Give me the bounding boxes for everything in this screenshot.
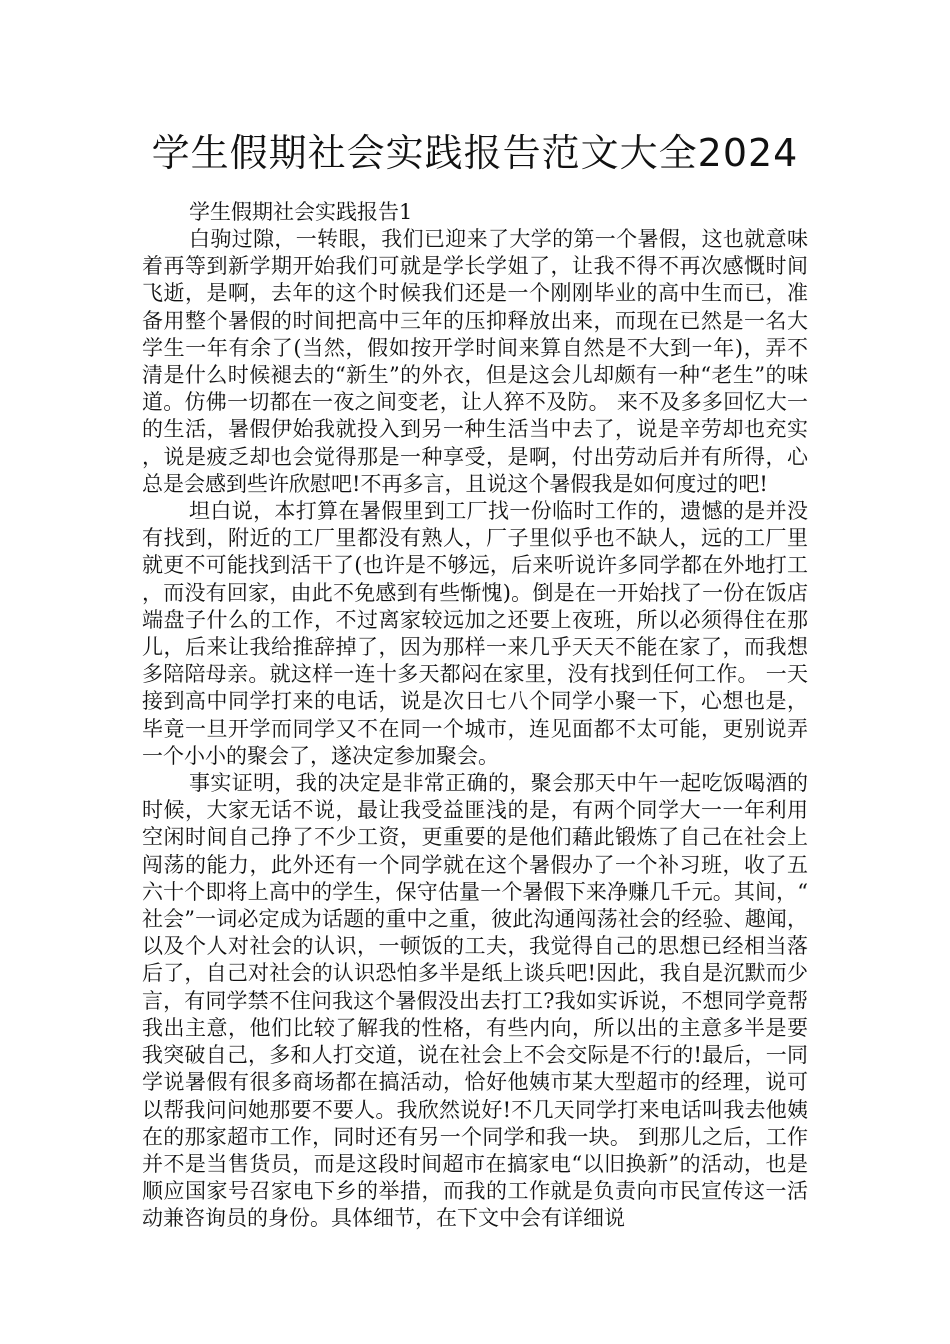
document-title: 学生假期社会实践报告范文大全2024 — [151, 131, 799, 175]
section-heading: 学生假期社会实践报告1 — [189, 200, 413, 224]
paragraph-2: 坦白说，本打算在暑假里到工厂找一份临时工作的，遗憾的是并没有找到，附近的工厂里都没有熟人，厂子里似乎也不缺人，远的工厂里就更不可能找到活干了(也许是不够远，后来听说许多同学都在外地打工，而没有回家，由此不免感到有些惭愧)。倒是在一开始找了一份在饭店端盘子什么的工作，不过离家较远加之还要上夜班，所以必须得住在那儿，后来让我给推辞掉了，因为那样一来几乎天天不能在家了，而我想多陪陪母亲。就这样一连十多天都闷在家里，没有找到任何工作。 一天接到高中同学打来的电话，说是次日七八个同学小聚一下，心想也是，毕竟一旦开学而同学又不在同一个城市，连见面都不太可能，更别说弄一个小小的聚会了，遂决定参加聚会。 — [142, 499, 808, 768]
paragraph-1: 白驹过隙，一转眼，我们已迎来了大学的第一个暑假，这也就意味着再等到新学期开始我们可就是学长学姐了，让我不得不再次感慨时间飞逝，是啊，去年的这个时候我们还是一个刚刚毕业的高中生而已，准备用整个暑假的时间把高中三年的压抑释放出来，而现在已然是一名大学生一年有余了(当然，假如按开学时间来算自然是不大到一年)，弄不清是什么时候褪去的“新生”的外衣，但是这会儿却颇有一种“老生”的味道。仿佛一切都在一夜之间变老，让人猝不及防。 来不及多多回忆大一的生活，暑假伊始我就投入到另一种生活当中去了，说是辛劳却也充实，说是疲乏却也会觉得那是一种享受，是啊，付出劳动后并有所得，心总是会感到些许欣慰吧!不再多言，且说这个暑假我是如何度过的吧! — [142, 227, 808, 496]
paragraph-3: 事实证明，我的决定是非常正确的，聚会那天中午一起吃饭喝酒的时候，大家无话不说，最让我受益匪浅的是，有两个同学大一一年利用空闲时间自己挣了不少工资，更重要的是他们藉此锻炼了自己在社会上闯荡的能力，此外还有一个同学就在这个暑假办了一个补习班，收了五六十个即将上高中的学生，保守估量一个暑假下来净赚几千元。其间，“社会”一词必定成为话题的重中之重，彼此沟通闯荡社会的经验、趣闻，以及个人对社会的认识，一顿饭的工夫，我觉得自己的思想已经相当落后了，自己对社会的认识恐怕多半是纸上谈兵吧!因此，我自是沉默而少言，有同学禁不住问我这个暑假没出去打工?我如实诉说，不想同学竟帮我出主意，他们比较了解我的性格，有些内向，所以出的主意多半是要我突破自己，多和人打交道，说在社会上不会交际是不行的!最后，一同学说暑假有很多商场都在搞活动，恰好他姨市某大型超市的经理，说可以帮我问问她那要不要人。我欣然说好!不几天同学打来电话叫我去他姨在的那家超市工作，同时还有另一个同学和我一块。 到那儿之后，工作并不是当售货员，而是这段时间超市在搞家电“以旧换新”的活动，也是顺应国家号召家电下乡的举措，而我的工作就是负责向市民宣传这一活动兼咨询员的身份。具体细节，在下文中会有详细说 — [142, 771, 808, 1231]
document-body — [142, 199, 808, 1233]
